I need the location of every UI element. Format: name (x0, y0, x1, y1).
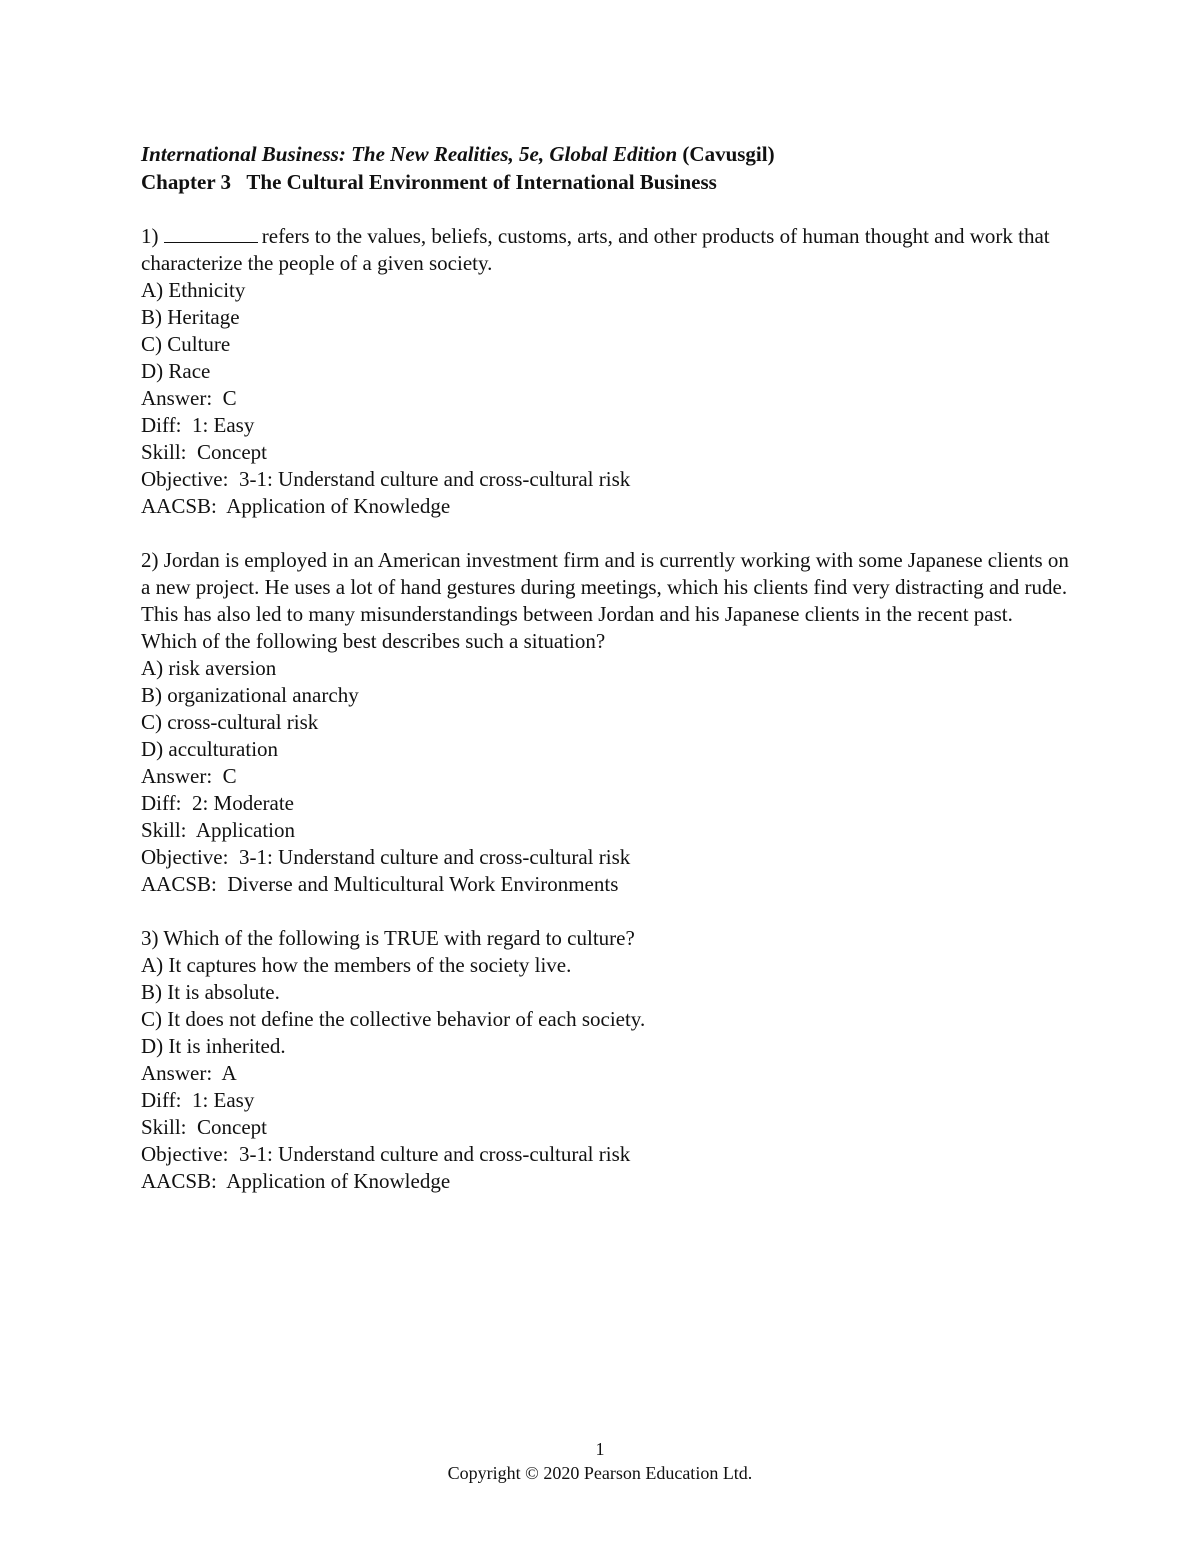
option-c: C) It does not define the collective behavior of each society. (141, 1007, 646, 1031)
question-stem: 1) refers to the values, beliefs, customs, arts, and other products of human thought and work that characterize the people of a given society. (141, 224, 1050, 275)
book-title: International Business: The New Realities, 5e, Global Edition (141, 142, 678, 166)
book-title-line (141, 140, 1071, 168)
question-2 (141, 547, 1071, 898)
difficulty: Diff: 1: Easy (141, 413, 255, 437)
aacsb: AACSB: Application of Knowledge (141, 494, 451, 518)
answer: Answer: C (141, 764, 237, 788)
difficulty: Diff: 2: Moderate (141, 791, 294, 815)
fill-in-blank (164, 224, 258, 243)
question-stem: 2) Jordan is employed in an American investment firm and is currently working with some Japanese clients on a new project. He uses a lot of hand gestures during meetings, which his clients find very distracting and rude. This has also led to many misunderstandings between Jordan and his Japanese clients in the recent past. Which of the following best describes such a situation? (141, 548, 1069, 653)
option-b: B) Heritage (141, 305, 240, 329)
option-b: B) organizational anarchy (141, 683, 359, 707)
option-a: A) risk aversion (141, 656, 277, 680)
objective: Objective: 3-1: Understand culture and cross-cultural risk (141, 845, 631, 869)
question-stem: 3) Which of the following is TRUE with regard to culture? (141, 926, 635, 950)
answer: Answer: C (141, 386, 237, 410)
option-c: C) cross-cultural risk (141, 710, 319, 734)
aacsb: AACSB: Application of Knowledge (141, 1169, 451, 1193)
option-b: B) It is absolute. (141, 980, 280, 1004)
option-c: C) Culture (141, 332, 231, 356)
option-a: A) Ethnicity (141, 278, 246, 302)
skill: Skill: Concept (141, 1115, 267, 1139)
author: (Cavusgil) (682, 142, 775, 166)
answer: Answer: A (141, 1061, 237, 1085)
question-3 (141, 925, 1071, 1195)
skill: Skill: Application (141, 818, 296, 842)
page-number: 1 (595, 1439, 605, 1459)
skill: Skill: Concept (141, 440, 267, 464)
document-page (141, 140, 1071, 1195)
option-d: D) acculturation (141, 737, 279, 761)
difficulty: Diff: 1: Easy (141, 1088, 255, 1112)
question-1 (141, 223, 1071, 520)
copyright-notice: Copyright © 2020 Pearson Education Ltd. (447, 1463, 753, 1483)
option-d: D) It is inherited. (141, 1034, 286, 1058)
aacsb: AACSB: Diverse and Multicultural Work Environments (141, 872, 619, 896)
option-d: D) Race (141, 359, 211, 383)
objective: Objective: 3-1: Understand culture and cross-cultural risk (141, 1142, 631, 1166)
option-a: A) It captures how the members of the society live. (141, 953, 572, 977)
chapter-title: Chapter 3 The Cultural Environment of International Business (141, 170, 717, 194)
objective: Objective: 3-1: Understand culture and cross-cultural risk (141, 467, 631, 491)
